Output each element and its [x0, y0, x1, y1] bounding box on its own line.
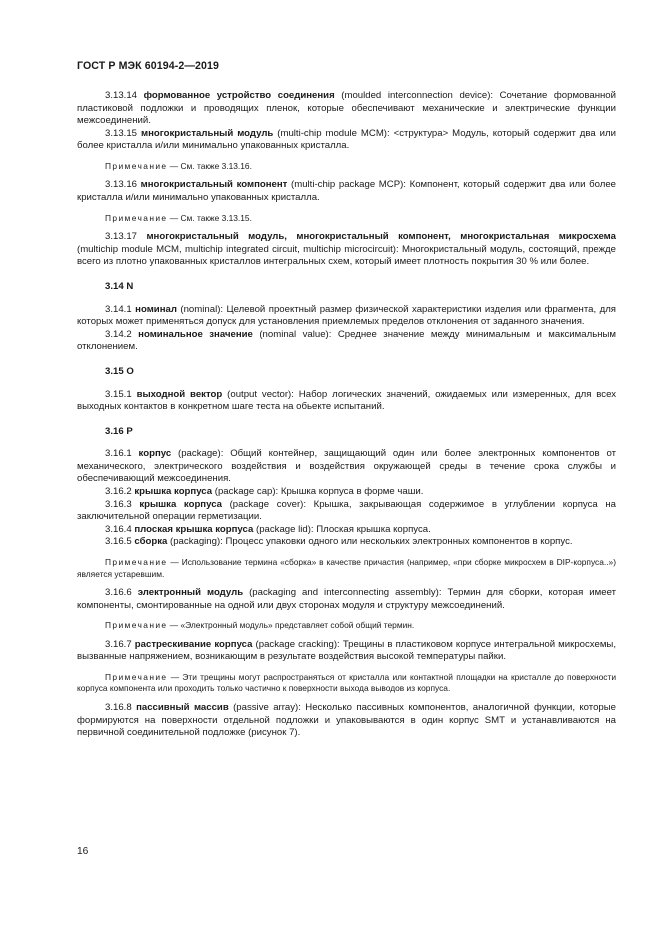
page-number: 16 — [77, 846, 89, 857]
term: выходной вектор — [136, 388, 223, 400]
term: плоская крышка корпуса — [134, 523, 254, 535]
section-heading-3-16: 3.16 P — [105, 425, 133, 437]
entry-3-16-3: 3.16.3 крышка корпуса (package cover): Крышка, закрывающая содержимое в углублении корпуса на заключительной операции герметизации. — [77, 498, 617, 523]
term: номинал — [135, 303, 177, 315]
entry-3-14-1: 3.14.1 номинал (nominal): Целевой проектный размер физической характеристики изделия или фрагмента, для которых может применяться допуск для установления приемлемых пределов отклонения от заданного значения. — [77, 303, 616, 328]
note: Примечание — Эти трещины могут распространяться от кристалла или контактной площадки на кристалле до поверхности корпуса компонента или проходить только частично к поверхности выхода выводов из корпуса. — [77, 671, 616, 694]
note: Примечание — Использование термина «сборка» в качестве причастия (например, «при сборке микросхем в DIP-корпуса..») является устаревшим. — [77, 557, 616, 579]
document-header: ГОСТ Р МЭК 60194-2—2019 — [77, 60, 220, 72]
entry-3-16-7: 3.16.7 растрескивание корпуса (package cracking): Трещины в пластиковом корпусе интегральной микросхемы, вызванные напряжением, возникающим в результате воздействия высокой температуры пайки. — [77, 638, 616, 663]
entry-3-16-2: 3.16.2 крышка корпуса (package cap): Крышка корпуса в форме чаши. — [105, 486, 424, 498]
note: Примечание — «Электронный модуль» представляет собой общий термин. — [105, 620, 415, 631]
entry-3-16-8: 3.16.8 пассивный массив (passive array): Несколько пассивных компонентов, аналогичной функции, которые формируются на поверхности отдельной подложки и упаковываются в один корпус SMT и устанавливаются на первичной соединительной подложке (рисунок 7). — [77, 701, 616, 739]
term: сборка — [134, 536, 168, 548]
entry-3-16-1: 3.16.1 корпус (package): Общий контейнер, защищающий один или более электронных компонентов от механического, электрического воздействия и воздействия окружающей среды в течение срока службы и обеспечивающий межсоединения. — [77, 448, 616, 485]
entry-3-14-2: 3.14.2 номинальное значение (nominal value): Среднее значение между минимальным и максимальным отклонением. — [77, 328, 616, 353]
entry-3-13-15: 3.13.15 многокристальный модуль (multi-chip module MCM): <структура> Модуль, который содержит два или более кристалла и/или минимально упакованных кристалла. — [77, 127, 616, 152]
entry-3-13-16: 3.13.16 многокристальный компонент (multi-chip package MCP): Компонент, который содержит два или более кристалла и/или минимально упакованных кристалла. — [77, 179, 616, 204]
term: растрескивание корпуса — [134, 638, 253, 650]
entry-3-16-5: 3.16.5 сборка (packaging): Процесс упаковки одного или нескольких электронных компонентов в корпус. — [105, 536, 573, 548]
page-content — [77, 90, 616, 740]
term: электронный модуль — [137, 587, 244, 599]
term: номинальное значение — [138, 328, 253, 340]
entry-3-16-4: 3.16.4 плоская крышка корпуса (package lid): Плоская крышка корпуса. — [105, 523, 431, 535]
term: многокристальный модуль — [140, 127, 274, 139]
section-heading-3-14: 3.14 N — [105, 280, 134, 292]
note: Примечание — См. также 3.13.15. — [105, 212, 252, 223]
entry-3-15-1: 3.15.1 выходной вектор (output vector): Набор логических значений, ожидаемых или измеренных, для всех выходных контактов в конкретном шаге теста на обьекте испытаний. — [77, 388, 617, 413]
term: многокристальный компонент — [140, 179, 288, 191]
entry-3-13-17: 3.13.17 многокристальный модуль, многокристальный компонент, многокристальная микросхема (multichip module MCM, multichip integrated circuit, multichip microcircuit): Многокристальный модуль, состоящий, прежде всего из плотно упакованных кристаллов интегральных схем, который имеет плотность покрытия 30 % или более. — [77, 231, 616, 268]
term: формованное устройство соединения — [143, 90, 335, 101]
section-heading-3-15: 3.15 O — [105, 365, 134, 377]
entry-3-13-14: 3.13.14 формованное устройство соединения (moulded interconnection device): Сочетание формованной пластиковой подложки и проводящих пленок, которые обеспечивают механические и электрические функции межсоединений. — [77, 90, 616, 127]
term: крышка корпуса — [134, 486, 213, 498]
term: крышка корпуса — [139, 498, 222, 510]
entry-3-16-6: 3.16.6 электронный модуль (packaging and interconnecting assembly): Термин для сборки, которая имеет компоненты, смонтированные на одной или двух сторонах модуля и структуру межсоединений. — [77, 587, 616, 611]
term: пассивный массив — [136, 701, 229, 713]
term: корпус — [138, 448, 172, 460]
term: многокристальный модуль, многокристальный компонент, многокристальная микросхема — [146, 231, 616, 243]
note: Примечание — См. также 3.13.16. — [105, 160, 252, 171]
